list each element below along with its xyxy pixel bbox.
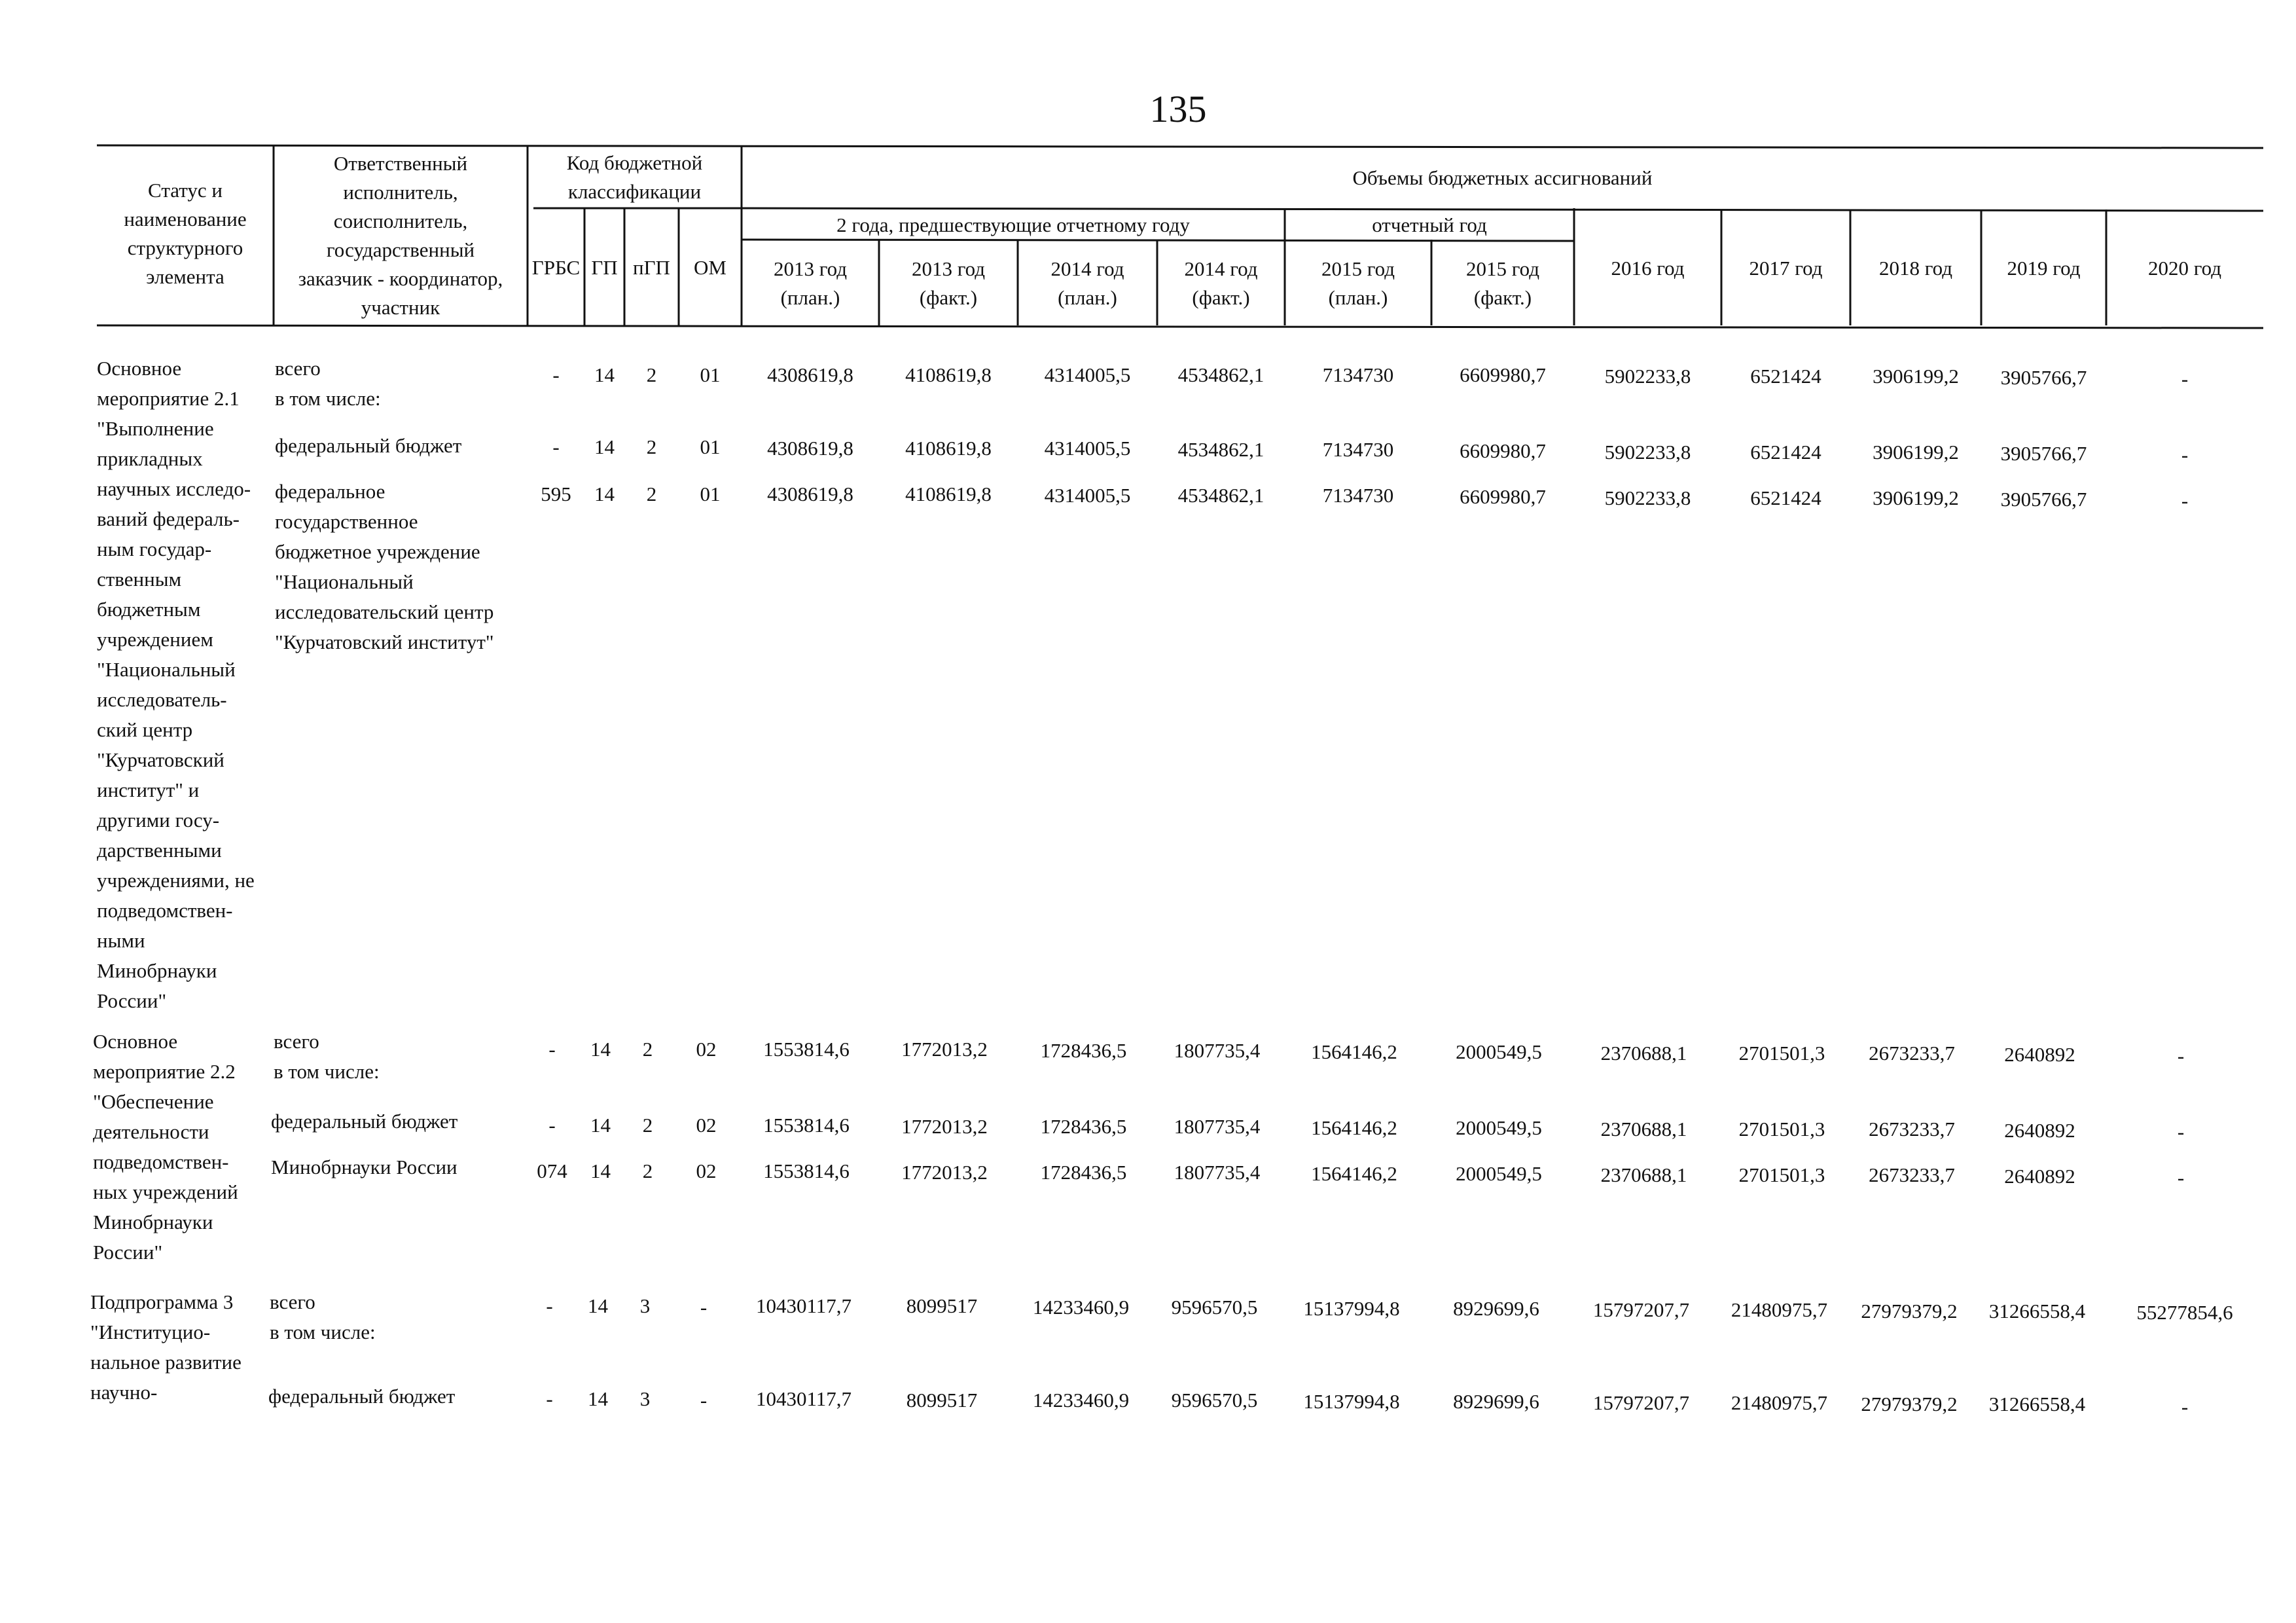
value-2015-fact: 6609980,7 bbox=[1460, 485, 1546, 508]
value-2017: 2701501,3 bbox=[1738, 1118, 1825, 1140]
value-2018: 3906199,2 bbox=[1873, 486, 1959, 509]
header-budget-code: Код бюджетной классификации bbox=[566, 151, 703, 203]
value-2014-plan: 4314005,5 bbox=[1044, 437, 1131, 460]
value-2020: 55277854,6 bbox=[2136, 1301, 2233, 1324]
row-executor: федеральный бюджет bbox=[271, 1110, 458, 1133]
value-2014-fact: 9596570,5 bbox=[1171, 1296, 1258, 1319]
code-om: - bbox=[700, 1296, 708, 1319]
value-2019: 2640892 bbox=[2004, 1165, 2075, 1188]
code-grbs: - bbox=[548, 1114, 556, 1137]
header-year-2020: 2020 год bbox=[2147, 256, 2222, 280]
header-gp: ГП bbox=[591, 255, 618, 279]
value-2019: 2640892 bbox=[2004, 1043, 2075, 1066]
code-grbs: - bbox=[552, 363, 560, 386]
code-pgp: 2 bbox=[642, 1038, 653, 1061]
value-2019: 31266558,4 bbox=[1988, 1300, 2086, 1322]
code-om: 01 bbox=[700, 363, 721, 386]
code-grbs: - bbox=[546, 1387, 553, 1410]
value-2018: 27979379,2 bbox=[1861, 1300, 1958, 1322]
header-pgp: пГП bbox=[633, 255, 670, 279]
value-2015-plan: 7134730 bbox=[1322, 484, 1394, 507]
value-2019: 2640892 bbox=[2004, 1119, 2075, 1142]
value-2013-plan: 1553814,6 bbox=[763, 1159, 850, 1182]
header-prev-years: 2 года, предшествующие отчетному году bbox=[836, 213, 1190, 236]
value-2014-plan: 14233460,9 bbox=[1032, 1389, 1130, 1412]
value-2013-fact: 1772013,2 bbox=[901, 1038, 988, 1061]
header-report-year: отчетный год bbox=[1372, 213, 1487, 236]
value-2018: 2673233,7 bbox=[1869, 1163, 1955, 1186]
value-2016: 2370688,1 bbox=[1600, 1042, 1687, 1065]
header-year-2017: 2017 год bbox=[1749, 256, 1823, 280]
code-pgp: 3 bbox=[639, 1294, 651, 1317]
code-pgp: 2 bbox=[642, 1114, 653, 1137]
value-2013-fact: 4108619,8 bbox=[905, 363, 992, 386]
value-2013-fact: 8099517 bbox=[906, 1389, 978, 1412]
value-2020: - bbox=[2177, 1120, 2185, 1143]
value-2020: - bbox=[2181, 367, 2189, 390]
value-2013-plan: 4308619,8 bbox=[767, 437, 853, 460]
value-2015-fact: 6609980,7 bbox=[1460, 439, 1546, 462]
value-2019: 31266558,4 bbox=[1988, 1393, 2086, 1415]
row-executor: всего в том числе: bbox=[270, 1290, 376, 1343]
code-gp: 14 bbox=[594, 483, 615, 505]
header-year-2014-plan: 2014 год (план.) bbox=[1050, 257, 1124, 309]
code-gp: 14 bbox=[588, 1294, 608, 1317]
row-executor: федеральный бюджет bbox=[275, 434, 462, 457]
value-2016: 15797207,7 bbox=[1592, 1298, 1690, 1321]
value-2014-plan: 4314005,5 bbox=[1044, 484, 1131, 507]
code-pgp: 2 bbox=[646, 363, 657, 386]
value-2013-fact: 4108619,8 bbox=[905, 437, 992, 460]
value-2017: 2701501,3 bbox=[1738, 1163, 1825, 1186]
header-year-2015-plan: 2015 год (план.) bbox=[1321, 257, 1395, 309]
header-year-2013-plan: 2013 год (план.) bbox=[773, 257, 848, 309]
code-grbs: - bbox=[548, 1038, 556, 1061]
code-om: 01 bbox=[700, 483, 721, 505]
code-gp: 14 bbox=[590, 1038, 611, 1061]
value-2015-fact: 2000549,5 bbox=[1456, 1040, 1542, 1063]
code-grbs: - bbox=[552, 435, 560, 458]
value-2014-fact: 1807735,4 bbox=[1174, 1115, 1261, 1138]
section-status: Основное мероприятие 2.2 "Обеспечение деятельности подведомствен- ных учреждений Минобрнауки России" bbox=[93, 1030, 238, 1264]
value-2018: 3906199,2 bbox=[1873, 365, 1959, 388]
header-year-2016: 2016 год bbox=[1611, 256, 1685, 280]
header-year-2015-fact: 2015 год (факт.) bbox=[1465, 257, 1540, 309]
code-pgp: 3 bbox=[639, 1387, 651, 1410]
code-gp: 14 bbox=[594, 435, 615, 458]
code-om: 02 bbox=[696, 1114, 717, 1137]
value-2014-fact: 4534862,1 bbox=[1177, 484, 1265, 507]
header-om: ОМ bbox=[694, 255, 726, 279]
header-volumes: Объемы бюджетных ассигнований bbox=[1352, 166, 1653, 189]
value-2013-plan: 1553814,6 bbox=[763, 1114, 850, 1137]
value-2015-plan: 7134730 bbox=[1322, 363, 1394, 386]
value-2016: 5902233,8 bbox=[1604, 365, 1691, 388]
value-2014-plan: 1728436,5 bbox=[1040, 1115, 1127, 1138]
value-2014-fact: 1807735,4 bbox=[1174, 1039, 1261, 1062]
value-2014-plan: 1728436,5 bbox=[1040, 1161, 1127, 1184]
value-2019: 3905766,7 bbox=[2000, 442, 2087, 465]
value-2014-fact: 4534862,1 bbox=[1177, 438, 1265, 461]
code-om: - bbox=[700, 1389, 708, 1412]
header-status: Статус и наименование структурного элемента bbox=[124, 179, 247, 288]
value-2020: - bbox=[2181, 1395, 2189, 1418]
value-2015-fact: 6609980,7 bbox=[1460, 363, 1546, 386]
value-2020: - bbox=[2181, 443, 2189, 466]
value-2019: 3905766,7 bbox=[2000, 488, 2087, 511]
row-executor: федеральное государственное бюджетное учреждение "Национальный исследовательский центр "Курчатовский институт" bbox=[275, 480, 494, 653]
code-pgp: 2 bbox=[642, 1159, 653, 1182]
value-2015-plan: 15137994,8 bbox=[1303, 1390, 1400, 1413]
value-2015-plan: 1564146,2 bbox=[1311, 1162, 1397, 1185]
value-2016: 2370688,1 bbox=[1600, 1163, 1687, 1186]
value-2019: 3905766,7 bbox=[2000, 366, 2087, 389]
value-2015-plan: 1564146,2 bbox=[1311, 1116, 1397, 1139]
value-2013-fact: 1772013,2 bbox=[901, 1115, 988, 1138]
code-gp: 14 bbox=[588, 1387, 608, 1410]
value-2017: 21480975,7 bbox=[1731, 1298, 1828, 1321]
value-2015-fact: 2000549,5 bbox=[1456, 1162, 1542, 1185]
code-pgp: 2 bbox=[646, 483, 657, 505]
header-year-2018: 2018 год bbox=[1878, 256, 1953, 280]
value-2017: 6521424 bbox=[1750, 441, 1821, 464]
value-2017: 21480975,7 bbox=[1731, 1391, 1828, 1414]
code-om: 01 bbox=[700, 435, 721, 458]
value-2015-fact: 8929699,6 bbox=[1453, 1390, 1539, 1413]
value-2013-fact: 8099517 bbox=[906, 1294, 978, 1317]
row-executor: федеральный бюджет bbox=[268, 1385, 456, 1408]
value-2018: 2673233,7 bbox=[1869, 1042, 1955, 1065]
header-year-2013-fact: 2013 год (факт.) bbox=[911, 257, 986, 309]
value-2016: 5902233,8 bbox=[1604, 486, 1691, 509]
value-2015-fact: 8929699,6 bbox=[1453, 1297, 1539, 1320]
code-om: 02 bbox=[696, 1159, 717, 1182]
header-grbs: ГРБС bbox=[531, 255, 581, 279]
value-2020: - bbox=[2181, 489, 2189, 512]
value-2013-plan: 1553814,6 bbox=[763, 1038, 850, 1061]
value-2020: - bbox=[2177, 1044, 2185, 1067]
row-executor: всего в том числе: bbox=[275, 357, 381, 410]
value-2013-fact: 4108619,8 bbox=[905, 483, 992, 505]
value-2014-fact: 1807735,4 bbox=[1174, 1161, 1261, 1184]
value-2016: 15797207,7 bbox=[1592, 1391, 1690, 1414]
code-pgp: 2 bbox=[646, 435, 657, 458]
value-2013-plan: 4308619,8 bbox=[767, 363, 853, 386]
value-2014-plan: 1728436,5 bbox=[1040, 1039, 1127, 1062]
code-gp: 14 bbox=[590, 1159, 611, 1182]
code-gp: 14 bbox=[590, 1114, 611, 1137]
value-2015-plan: 1564146,2 bbox=[1311, 1040, 1397, 1063]
header-year-2014-fact: 2014 год (факт.) bbox=[1184, 257, 1258, 309]
code-grbs: - bbox=[546, 1294, 553, 1317]
value-2017: 6521424 bbox=[1750, 486, 1821, 509]
code-gp: 14 bbox=[594, 363, 615, 386]
section-status: Подпрограмма 3 "Институцио- нальное развитие научно- bbox=[90, 1290, 242, 1404]
value-2014-fact: 9596570,5 bbox=[1171, 1389, 1258, 1412]
value-2020: - bbox=[2177, 1166, 2185, 1189]
value-2014-plan: 4314005,5 bbox=[1044, 363, 1131, 386]
value-2015-plan: 7134730 bbox=[1322, 438, 1394, 461]
value-2016: 2370688,1 bbox=[1600, 1118, 1687, 1140]
value-2013-plan: 10430117,7 bbox=[755, 1294, 852, 1317]
value-2018: 2673233,7 bbox=[1869, 1118, 1955, 1140]
code-grbs: 074 bbox=[537, 1159, 567, 1182]
value-2017: 2701501,3 bbox=[1738, 1042, 1825, 1065]
value-2013-plan: 4308619,8 bbox=[767, 483, 853, 505]
row-executor: Минобрнауки России bbox=[271, 1156, 457, 1178]
value-2015-fact: 2000549,5 bbox=[1456, 1116, 1542, 1139]
value-2014-plan: 14233460,9 bbox=[1032, 1296, 1130, 1319]
page-number: 135 bbox=[1149, 88, 1207, 130]
header-year-2019: 2019 год bbox=[2007, 256, 2081, 280]
value-2016: 5902233,8 bbox=[1604, 441, 1691, 464]
value-2018: 3906199,2 bbox=[1873, 441, 1959, 464]
code-grbs: 595 bbox=[541, 483, 571, 505]
header-executor: Ответственный исполнитель, соисполнитель, государственный заказчик - координатор, участник bbox=[298, 151, 503, 319]
code-om: 02 bbox=[696, 1038, 717, 1061]
value-2014-fact: 4534862,1 bbox=[1177, 363, 1265, 386]
value-2013-plan: 10430117,7 bbox=[755, 1387, 852, 1410]
value-2015-plan: 15137994,8 bbox=[1303, 1297, 1400, 1320]
value-2018: 27979379,2 bbox=[1861, 1393, 1958, 1415]
section-status: Основное мероприятие 2.1 "Выполнение прикладных научных исследо- ваний федераль- ным государ- ственным бюджетным учреждением "Национальный исследователь- ский центр "Курчатовский институт" и другими госу- дарственными учреждениями, не подведомствен- ными Минобрнауки России" bbox=[97, 357, 255, 1012]
row-executor: всего в том числе: bbox=[274, 1030, 380, 1083]
value-2017: 6521424 bbox=[1750, 365, 1821, 388]
value-2013-fact: 1772013,2 bbox=[901, 1161, 988, 1184]
